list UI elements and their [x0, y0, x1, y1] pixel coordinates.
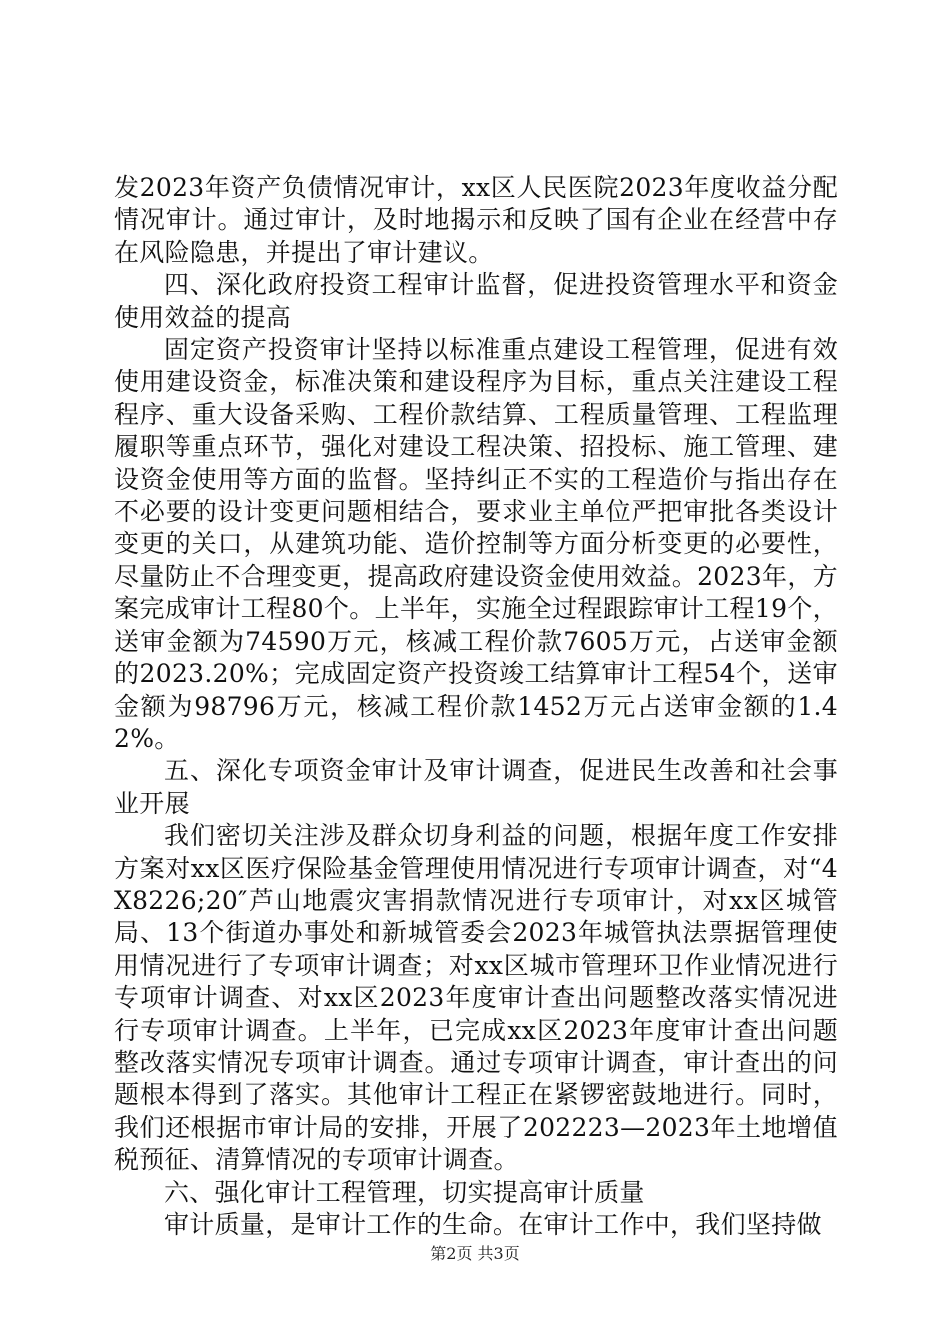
page-number-footer: 第2页 共3页 [430, 1244, 520, 1263]
paragraph-special-funds-audit: 我们密切关注涉及群众切身利益的问题，根据年度工作安排方案对xx区医疗保险基金管理使用情况进行专项审计调查，对“4X8226;20″芦山地震灾害捐款情况进行专项审计，对xx区城管局、13个街道办事处和新城管委会2023年城管执法票据管理使用情况进行了专项审计调查；对xx区城市管理环卫作业情况进行专项审计调查、对xx区2023年度审计查出问题整改落实情况进行专项审计调查。上半年，已完成xx区2023年度审计查出问题整改落实情况专项审计调查。通过专项审计调查，审计查出的问题根本得到了落实。其他审计工程正在紧锣密鼓地进行。同时，我们还根据市审计局的安排，开展了202223—2023年土地增值税预征、清算情况的专项审计调查。 [114, 821, 838, 1175]
section-heading-6: 六、强化审计工程管理，切实提高审计质量 [164, 1177, 645, 1207]
section-heading-4: 四、深化政府投资工程审计监督，促进投资管理水平和资金使用效益的提高 [114, 270, 838, 332]
section-heading-5: 五、深化专项资金审计及审计调查，促进民生改善和社会事业开展 [114, 756, 838, 818]
paragraph-continuation: 发2023年资产负债情况审计，xx区人民医院2023年度收益分配情况审计。通过审计，及时地揭示和反映了国有企业在经营中存在风险隐患，并提出了审计建议。 [114, 173, 838, 267]
paragraph-investment-audit: 固定资产投资审计坚持以标准重点建设工程管理，促进有效使用建设资金，标准决策和建设程序为目标，重点关注建设工程程序、重大设备采购、工程价款结算、工程质量管理、工程监理履职等重点环节，强化对建设工程决策、招投标、施工管理、建设资金使用等方面的监督。坚持纠正不实的工程造价与指出存在不必要的设计变更问题相结合，要求业主单位严把审批各类设计变更的关口，从建筑功能、造价控制等方面分析变更的必要性，尽量防止不合理变更，提高政府建设资金使用效益。2023年，方案完成审计工程80个。上半年，实施全过程跟踪审计工程19个，送审金额为74590万元，核减工程价款7605万元，占送审金额的2023.20%；完成固定资产投资竣工结算审计工程54个，送审金额为98796万元，核减工程价款1452万元占送审金额的1.42%。 [114, 335, 838, 753]
document-body [114, 172, 838, 1241]
paragraph-audit-quality: 审计质量，是审计工作的生命。在审计工作中，我们坚持做 [164, 1210, 822, 1239]
